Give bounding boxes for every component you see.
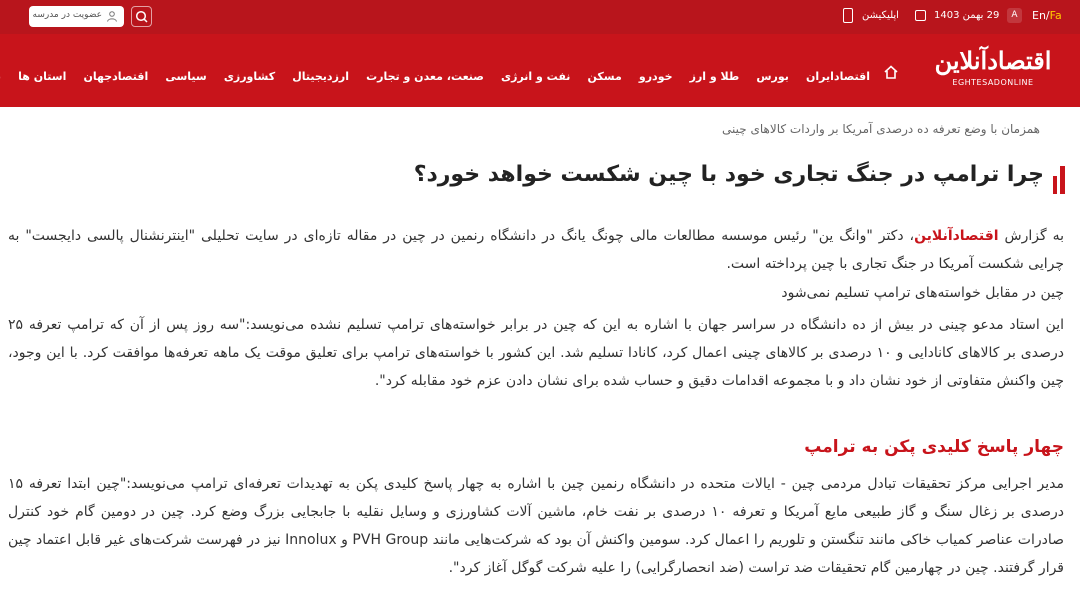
nav-item-agriculture[interactable]: کشاورزی	[223, 70, 276, 83]
nav-item-gold-currency[interactable]: طلا و ارز	[689, 70, 740, 83]
logo-text: اقتصادآنلاین	[934, 46, 1052, 75]
app-link[interactable]: اپلیکیشن	[862, 10, 899, 21]
nav-item-crypto[interactable]: ارزدیجیتال	[292, 70, 350, 83]
article-subheading-2: چهار پاسخ کلیدی پکن به ترامپ	[804, 437, 1064, 457]
nav-item-world-economy[interactable]: اقتصادجهان	[83, 70, 149, 83]
nav-item-housing[interactable]: مسکن	[587, 70, 622, 83]
nav-item-oil-energy[interactable]: نفت و انرژی	[501, 70, 571, 83]
article-title: چرا ترامپ در جنگ تجاری خود با چین شکست خواهد خورد؟	[413, 162, 1044, 187]
article-paragraph-1	[8, 222, 1064, 278]
search-icon	[132, 7, 151, 26]
nav-item-bourse[interactable]: بورس	[756, 70, 789, 83]
nav-item-provinces[interactable]: استان ها	[18, 70, 67, 83]
article-paragraph-3: مدیر اجرایی مرکز تحقیقات تبادل مردمی چین - ایالات متحده در دانشگاه رنمین چین با اشاره به چهار پاسخ کلیدی پکن به تهدیدات تعرفه‌ای ترامپ می‌نویسد:"چین ابتدا تعرفه ۱۵ درصدی بر زغال سنگ و گاز طبیعی مایع آمریکا و تعرفه ۱۰ درصدی بر نفت خام، ماشین آلات کشاورزی و وسایل نقلیه با جابجایی بزرگ وضع کرد. چین در دومین گام خود کنترل صادرات عناصر کمیاب خاکی مانند تنگستن و تلوریم را اعمال کرد. سومین واکنش آن بود که شرکت‌هایی مانند PVH Group و Innolux نیز در فهرست شرکت‌های غیر قابل اعتماد چین قرار گرفتند. چین در چهارمین گام تحقیقات ضد تراست (ضد انحصارگرایی) را علیه شرکت گوگل آغاز کرد".	[8, 476, 1065, 576]
p1-text: ، دکتر "وانگ ین" رئیس موسسه مطالعات مالی چونگ یانگ در دانشگاه رنمین در چین در مقاله تازه‌ای در سایت تحلیلی "اینترنشنال پالسی دایجست" به چرایی شکست آمریکا در جنگ تجاری با چین پرداخته است.	[8, 228, 1064, 272]
nav-item-eghtesad-iran[interactable]: اقتصادایران	[806, 70, 870, 83]
phone-icon[interactable]	[843, 8, 853, 23]
article-paragraph-2: این استاد مدعو چینی در بیش از ده دانشگاه در سراسر جهان با اشاره به این که چین در برابر خواسته‌های ترامپ تسلیم نشده می‌نویسد:"سه روز پس از آن که ترامپ تعرفه ۲۵ درصدی بر کالاهای کانادایی و ۱۰ درصدی بر کالاهای چینی اعمال کرد، کانادا تسلیم شد. این کشور با خواسته‌های ترامپ برای تعلیق موقت یک ماهه تعرفه‌ها موافقت کرد. با این وجود، چین واکنش متفاوتی از خود نشان داد و با مجموعه اقدامات دقیق و حساب شده برای نشان دادن عزم خود مقابله کرد".	[8, 317, 1064, 389]
nav-item-politics[interactable]: سیاسی	[165, 70, 207, 83]
nav-item-more[interactable]	[0, 70, 1, 83]
translate-icon[interactable]: A	[1007, 8, 1022, 23]
language-switch[interactable]	[1032, 9, 1062, 22]
calendar-icon	[915, 10, 926, 21]
article-subheading-1: چین در مقابل خواسته‌های ترامپ تسلیم نمی‌شود	[781, 285, 1064, 301]
logo-subtext: EGHTESADONLINE	[952, 78, 1034, 87]
brand-link[interactable]: اقتصادآنلاین	[914, 228, 999, 244]
title-accent-bar	[1060, 166, 1065, 194]
signup-button[interactable]	[29, 6, 124, 27]
main-nav	[18, 65, 870, 83]
p1-prefix: به گزارش	[998, 228, 1065, 244]
user-icon	[106, 10, 118, 22]
search-button[interactable]	[131, 6, 152, 27]
site-logo[interactable]	[928, 44, 1058, 96]
lang-fa[interactable]: Fa	[1049, 9, 1062, 22]
lang-en[interactable]: En/	[1032, 9, 1050, 22]
date-text: 29 بهمن 1403	[934, 10, 1000, 21]
nav-item-car[interactable]: خودرو	[638, 70, 673, 83]
home-icon[interactable]	[883, 64, 899, 80]
main-nav-band	[0, 34, 1080, 107]
title-accent-bar-small	[1053, 176, 1057, 194]
top-bar	[0, 0, 1080, 34]
signup-label: عضویت در مدرسه	[32, 10, 102, 20]
article-lead: همزمان با وضع تعرفه ده درصدی آمریکا بر واردات کالاهای چینی	[722, 122, 1040, 136]
nav-item-industry[interactable]: صنعت، معدن و تجارت	[366, 70, 484, 83]
